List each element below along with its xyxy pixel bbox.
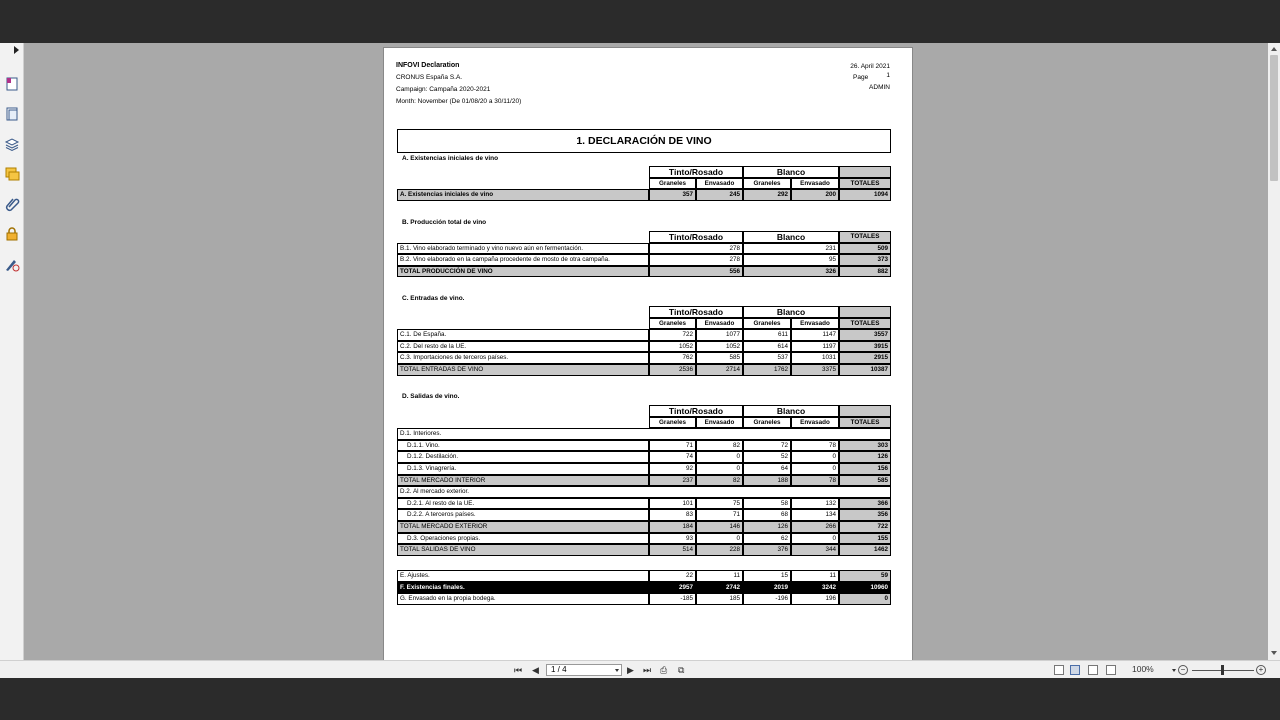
value-blanco: 326 [743, 266, 839, 278]
value-tinto-granel: 762 [649, 352, 696, 364]
table-row [397, 463, 891, 475]
value-blanco-envasado: 132 [791, 498, 839, 510]
value-total: 2915 [839, 352, 891, 364]
value-tinto-envasado: 146 [696, 521, 743, 533]
value-blanco: 95 [743, 254, 839, 266]
campaign-label: Campaign: Campaña 2020-2021 [396, 86, 491, 93]
row-label: F. Existencias finales. [397, 582, 649, 594]
row-label: D.2.2. A terceros países. [397, 509, 649, 521]
value-total: 1094 [839, 189, 891, 201]
value-blanco-envasado: 344 [791, 544, 839, 556]
value-blanco-granel: 64 [743, 463, 791, 475]
value-tinto-granel: 184 [649, 521, 696, 533]
table-row [397, 364, 891, 376]
table-row [397, 341, 891, 353]
value-blanco-granel: 376 [743, 544, 791, 556]
row-label: D.1.1. Vino. [397, 440, 649, 452]
value-blanco-granel: 188 [743, 475, 791, 487]
value-tinto-envasado: 0 [696, 533, 743, 545]
sidebar [0, 43, 24, 660]
lock-icon[interactable] [3, 225, 21, 243]
row-label: TOTAL MERCADO INTERIOR [397, 475, 649, 487]
page-number: 1 [886, 72, 890, 79]
single-page-view-icon[interactable] [1054, 665, 1064, 675]
previous-page-icon[interactable]: ◀ [532, 665, 539, 675]
row-label: A. Existencias iniciales de vino [397, 189, 649, 201]
value-blanco-envasado: 1031 [791, 352, 839, 364]
value-blanco-granel: 68 [743, 509, 791, 521]
comments-icon[interactable] [3, 165, 21, 183]
row-label: TOTAL MERCADO EXTERIOR [397, 521, 649, 533]
table-row [397, 266, 891, 278]
col-header-blanco: Blanco [743, 231, 839, 243]
value-blanco-envasado: 1197 [791, 341, 839, 353]
vertical-scrollbar[interactable] [1268, 43, 1280, 660]
layers-icon[interactable] [3, 135, 21, 153]
col-header-totales-top [839, 306, 891, 318]
row-label: C.3. Importaciones de terceros países. [397, 352, 649, 364]
value-tinto-granel: 1052 [649, 341, 696, 353]
row-label: TOTAL SALIDAS DE VINO [397, 544, 649, 556]
table-row [397, 521, 891, 533]
print-icon[interactable]: ⎙ [660, 665, 668, 675]
value-blanco-granel: 126 [743, 521, 791, 533]
value-tinto-envasado: 585 [696, 352, 743, 364]
row-label: TOTAL ENTRADAS DE VINO [397, 364, 649, 376]
row-label: B.2. Vino elaborado en la campaña procedente de mosto de otra campaña. [397, 254, 649, 266]
value-blanco: 231 [743, 243, 839, 255]
value-total: 303 [839, 440, 891, 452]
table-row [397, 243, 891, 255]
section-title: A. Existencias iniciales de vino [402, 155, 499, 162]
value-blanco-envasado: 0 [791, 463, 839, 475]
value-total: 156 [839, 463, 891, 475]
row-label: B.1. Vino elaborado terminado y vino nuevo aún en fermentación. [397, 243, 649, 255]
col-header-granel: Graneles [743, 417, 791, 429]
table-row [397, 329, 891, 341]
value-tinto-envasado: 75 [696, 498, 743, 510]
continuous-view-icon[interactable] [1070, 665, 1080, 675]
table-row [397, 451, 891, 463]
table-header-row [397, 166, 891, 178]
col-header-blanco: Blanco [743, 166, 839, 178]
table-row [397, 498, 891, 510]
bottom-bar [0, 678, 1280, 720]
col-header-envasado: Envasado [791, 178, 839, 190]
value-tinto-envasado: 82 [696, 440, 743, 452]
value-total: 155 [839, 533, 891, 545]
value-total: 585 [839, 475, 891, 487]
table-row [397, 593, 891, 605]
value-blanco-granel: 292 [743, 189, 791, 201]
value-tinto-granel: 357 [649, 189, 696, 201]
table-row [397, 570, 891, 582]
table-row [397, 486, 891, 498]
col-header-granel: Graneles [649, 417, 696, 429]
value-tinto-envasado: 1052 [696, 341, 743, 353]
col-header-totales-top [839, 405, 891, 417]
value-blanco-granel: 62 [743, 533, 791, 545]
attachment-icon[interactable] [3, 195, 21, 213]
value-tinto-granel: -185 [649, 593, 696, 605]
col-header-envasado: Envasado [791, 318, 839, 330]
col-header-totales: TOTALES [839, 318, 891, 330]
thumbnails-icon[interactable] [3, 105, 21, 123]
value-total: 0 [839, 593, 891, 605]
report-date: 26. April 2021 [850, 63, 890, 70]
row-label: D.1. Interiores. [397, 428, 891, 440]
table-row [397, 352, 891, 364]
value-blanco-envasado: 1147 [791, 329, 839, 341]
value-tinto: 278 [649, 243, 743, 255]
col-header-totales-top: TOTALES [839, 231, 891, 243]
value-tinto-granel: 2957 [649, 582, 696, 594]
value-tinto-envasado: 228 [696, 544, 743, 556]
scroll-up-icon[interactable] [1271, 47, 1277, 51]
value-blanco-envasado: 200 [791, 189, 839, 201]
value-blanco-granel: 1762 [743, 364, 791, 376]
table-header-row [397, 306, 891, 318]
value-tinto-envasado: 71 [696, 509, 743, 521]
section-title: C. Entradas de vino. [402, 295, 465, 302]
value-blanco-envasado: 0 [791, 533, 839, 545]
value-tinto-granel: 101 [649, 498, 696, 510]
col-header-totales-top [839, 166, 891, 178]
table-row [397, 582, 891, 594]
scroll-thumb[interactable] [1270, 55, 1278, 181]
report-title: INFOVI Declaration [396, 62, 460, 69]
value-tinto-granel: 71 [649, 440, 696, 452]
col-header-envasado: Envasado [696, 318, 743, 330]
row-label: D.1.3. Vinagrería. [397, 463, 649, 475]
value-total: 366 [839, 498, 891, 510]
value-blanco-envasado: 266 [791, 521, 839, 533]
value-total: 722 [839, 521, 891, 533]
col-header-granel: Graneles [649, 318, 696, 330]
table-row [397, 544, 891, 556]
value-tinto-granel: 2536 [649, 364, 696, 376]
row-label: C.1. De España. [397, 329, 649, 341]
zoom-slider-thumb[interactable] [1221, 665, 1224, 675]
table-row [397, 440, 891, 452]
row-label: D.3. Operaciones propias. [397, 533, 649, 545]
row-label: D.2.1. Al resto de la UE. [397, 498, 649, 510]
value-tinto-envasado: 2742 [696, 582, 743, 594]
col-header-tinto: Tinto/Rosado [649, 231, 743, 243]
value-blanco-envasado: 78 [791, 440, 839, 452]
row-label: G. Envasado en la propia bodega. [397, 593, 649, 605]
col-header-envasado: Envasado [696, 417, 743, 429]
month-label: Month: November (De 01/08/20 a 30/11/20) [396, 98, 522, 105]
value-tinto-granel: 93 [649, 533, 696, 545]
value-blanco-granel: -196 [743, 593, 791, 605]
value-blanco-envasado: 11 [791, 570, 839, 582]
col-header-envasado: Envasado [791, 417, 839, 429]
value-total: 10387 [839, 364, 891, 376]
value-total: 882 [839, 266, 891, 278]
page-selector[interactable] [546, 664, 622, 676]
value-blanco-envasado: 196 [791, 593, 839, 605]
value-total: 10960 [839, 582, 891, 594]
col-header-tinto: Tinto/Rosado [649, 405, 743, 417]
value-blanco-granel: 52 [743, 451, 791, 463]
chevron-down-icon[interactable] [615, 669, 619, 672]
company-name: CRONUS España S.A. [396, 74, 463, 81]
value-blanco-granel: 2019 [743, 582, 791, 594]
value-total: 1462 [839, 544, 891, 556]
value-tinto-granel: 237 [649, 475, 696, 487]
value-total: 373 [839, 254, 891, 266]
document-area [25, 43, 1268, 660]
table-row [397, 189, 891, 201]
value-blanco-granel: 614 [743, 341, 791, 353]
col-header-granel: Graneles [649, 178, 696, 190]
value-blanco-granel: 58 [743, 498, 791, 510]
value-blanco-granel: 537 [743, 352, 791, 364]
table-header-row [397, 405, 891, 417]
section-title: B. Producción total de vino [402, 219, 487, 226]
value-blanco-granel: 72 [743, 440, 791, 452]
value-total: 59 [839, 570, 891, 582]
value-tinto-envasado: 185 [696, 593, 743, 605]
col-header-blanco: Blanco [743, 405, 839, 417]
next-page-icon[interactable]: ▶ [627, 665, 634, 675]
row-label: D.1.2. Destilación. [397, 451, 649, 463]
last-page-icon[interactable]: ⏭ [643, 665, 652, 675]
value-tinto-envasado: 1077 [696, 329, 743, 341]
value-blanco-envasado: 0 [791, 451, 839, 463]
value-total: 126 [839, 451, 891, 463]
col-header-granel: Graneles [743, 178, 791, 190]
value-tinto-granel: 83 [649, 509, 696, 521]
row-label: TOTAL PRODUCCIÓN DE VINO [397, 266, 649, 278]
value-tinto-envasado: 245 [696, 189, 743, 201]
col-header-envasado: Envasado [696, 178, 743, 190]
report-user: ADMIN [869, 84, 890, 91]
scroll-down-icon[interactable] [1271, 651, 1277, 655]
value-blanco-envasado: 3375 [791, 364, 839, 376]
value-blanco-granel: 15 [743, 570, 791, 582]
table-row [397, 533, 891, 545]
col-header-blanco: Blanco [743, 306, 839, 318]
col-header-totales: TOTALES [839, 417, 891, 429]
value-tinto-granel: 92 [649, 463, 696, 475]
declaration-heading: 1. DECLARACIÓN DE VINO [397, 129, 891, 153]
value-tinto-envasado: 0 [696, 463, 743, 475]
table-subheader-row [397, 417, 891, 429]
pdf-page [383, 47, 913, 660]
col-header-tinto: Tinto/Rosado [649, 166, 743, 178]
value-tinto-envasado: 82 [696, 475, 743, 487]
row-label: E. Ajustes. [397, 570, 649, 582]
two-page-view-icon[interactable] [1088, 665, 1098, 675]
page-toolbar [0, 660, 1280, 678]
table-subheader-row [397, 318, 891, 330]
page-indicator: 1 / 4 [551, 665, 567, 674]
col-header-totales: TOTALES [839, 178, 891, 190]
value-tinto-envasado: 2714 [696, 364, 743, 376]
table-row [397, 475, 891, 487]
first-page-icon[interactable]: ⏮ [514, 665, 523, 675]
export-icon[interactable]: ⧉ [678, 665, 685, 675]
table-row [397, 509, 891, 521]
top-bar [0, 0, 1280, 43]
value-tinto-granel: 514 [649, 544, 696, 556]
page-icon[interactable] [3, 75, 21, 93]
row-label: C.2. Del resto de la UE. [397, 341, 649, 353]
value-tinto: 556 [649, 266, 743, 278]
value-total: 3915 [839, 341, 891, 353]
col-header-tinto: Tinto/Rosado [649, 306, 743, 318]
value-total: 509 [839, 243, 891, 255]
value-blanco-envasado: 78 [791, 475, 839, 487]
value-tinto-envasado: 11 [696, 570, 743, 582]
table-subheader-row [397, 178, 891, 190]
col-header-granel: Graneles [743, 318, 791, 330]
section-title: D. Salidas de vino. [402, 393, 460, 400]
zoom-in-icon[interactable]: + [1256, 665, 1266, 675]
value-blanco-envasado: 3242 [791, 582, 839, 594]
sidebar-toggle-icon[interactable] [14, 46, 19, 54]
value-total: 356 [839, 509, 891, 521]
page-label: Page [853, 74, 869, 81]
signature-icon[interactable] [3, 255, 21, 273]
value-blanco-envasado: 134 [791, 509, 839, 521]
table-header-row [397, 231, 891, 243]
pdf-viewer [0, 43, 1280, 678]
value-tinto: 278 [649, 254, 743, 266]
zoom-level[interactable]: 100% [1132, 664, 1154, 674]
value-total: 3557 [839, 329, 891, 341]
zoom-dropdown-icon[interactable] [1172, 669, 1176, 672]
value-tinto-granel: 722 [649, 329, 696, 341]
value-tinto-granel: 74 [649, 451, 696, 463]
value-tinto-granel: 22 [649, 570, 696, 582]
value-blanco-granel: 611 [743, 329, 791, 341]
fit-page-icon[interactable] [1106, 665, 1116, 675]
table-row [397, 254, 891, 266]
zoom-out-icon[interactable]: − [1178, 665, 1188, 675]
value-tinto-envasado: 0 [696, 451, 743, 463]
row-label: D.2. Al mercado exterior. [397, 486, 891, 498]
table-row [397, 428, 891, 440]
